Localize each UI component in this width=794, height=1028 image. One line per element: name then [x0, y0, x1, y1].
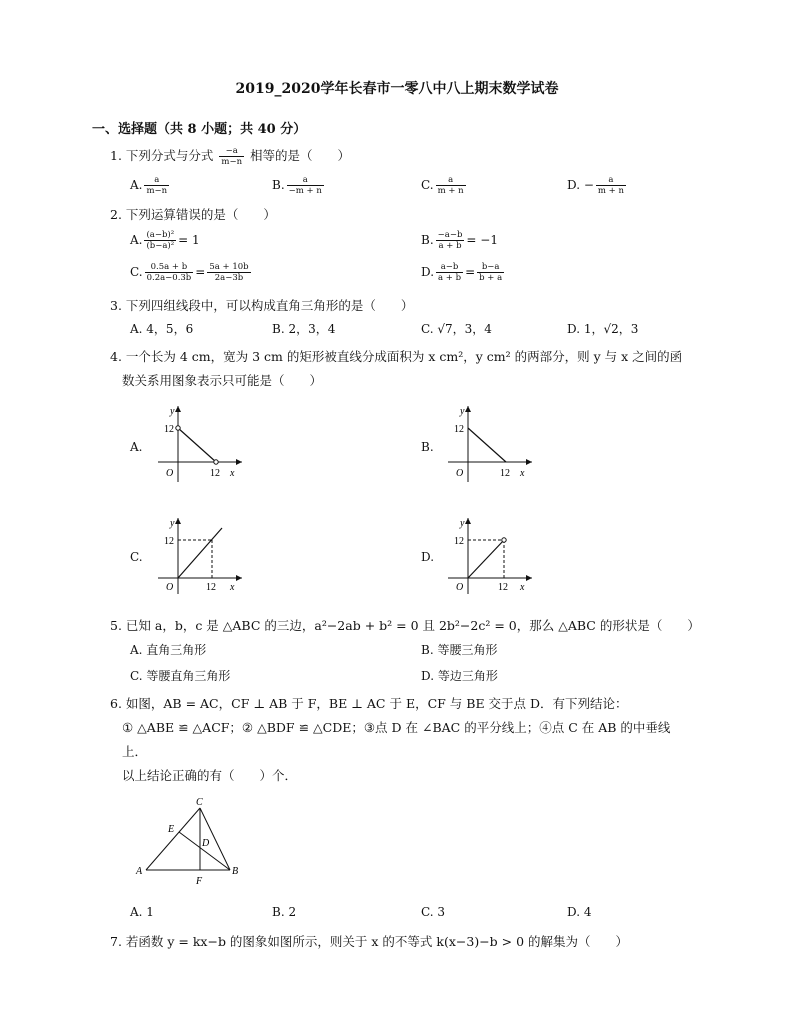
- q5-option-b[interactable]: B. 等腰三角形: [421, 643, 498, 657]
- q5-option-d[interactable]: D. 等边三角形: [421, 669, 498, 683]
- question-3-stem: 3. 下列四组线段中，可以构成直角三角形的是（ ）: [110, 298, 414, 313]
- fig-label-a: A: [136, 866, 143, 877]
- graph-origin: O: [456, 582, 464, 593]
- q2-option-b[interactable]: B. $\frac{-a-b}{a + b}$ = −1: [421, 230, 498, 251]
- graph-x-label: x: [230, 468, 235, 479]
- q4-graph-a: [150, 402, 250, 484]
- graph-y-tick: 12: [454, 536, 464, 547]
- q3-option-b[interactable]: B. 2，3，4: [272, 322, 336, 336]
- q4-graph-d: [440, 514, 540, 596]
- graph-y-label: y: [170, 406, 175, 417]
- question-2-stem: 2. 下列运算错误的是（ ）: [110, 207, 276, 222]
- fig-label-c: C: [196, 797, 203, 808]
- q4-graph-c: [150, 514, 250, 596]
- q4-option-d[interactable]: D.: [421, 550, 435, 564]
- question-6-line-1: 6. 如图，AB = AC，CF ⊥ AB 于 F，BE ⊥ AC 于 E，CF 与 BE 交于点 D．有下列结论：: [110, 696, 628, 711]
- q6-option-d[interactable]: D. 4: [567, 905, 592, 919]
- q6-option-c[interactable]: C. 3: [421, 905, 446, 919]
- question-7-stem: 7. 若函数 y = kx−b 的图象如图所示，则关于 x 的不等式 k(x−3)−b > 0 的解集为（ ）: [110, 934, 629, 949]
- q1-stem-fraction: $\frac{-a}{m-n}$: [221, 146, 243, 167]
- graph-origin: O: [166, 582, 174, 593]
- question-6-line-3: 上．: [122, 744, 148, 759]
- question-6-line-4: 以上结论正确的有（ ）个．: [122, 768, 298, 783]
- q4-option-a[interactable]: A.: [130, 440, 143, 454]
- q3-option-d[interactable]: D. 1，√2，3: [567, 322, 639, 336]
- q2-option-c[interactable]: C. $\frac{0.5a + b}{0.2a-0.3b}$ = $\frac{5a + 10b}{2a-3b}$: [130, 262, 249, 283]
- q3-option-a[interactable]: A. 4，5，6: [130, 322, 194, 336]
- graph-x-tick: 12: [498, 582, 508, 593]
- graph-x-tick: 12: [206, 582, 216, 593]
- q5-option-c[interactable]: C. 等腰直角三角形: [130, 669, 231, 683]
- graph-x-label: x: [520, 468, 525, 479]
- q2-option-a[interactable]: A. $\frac{\text{(a−b)²}}{\text{(b−a)²}}$ = 1: [130, 230, 200, 251]
- q4-option-b[interactable]: B.: [421, 440, 434, 454]
- q5-option-a[interactable]: A. 直角三角形: [130, 643, 207, 657]
- question-1-stem: 1. 下列分式与分式 $\frac{-a}{m-n}$ 相等的是（ ）: [110, 146, 351, 167]
- q1-option-c[interactable]: C. $\frac{a}{m + n}$: [421, 175, 464, 196]
- graph-origin: O: [166, 468, 174, 479]
- section-heading: 一、选择题（共 8 小题；共 40 分）: [92, 122, 307, 137]
- question-4-line-2: 数关系用图象表示只可能是（ ）: [122, 373, 323, 388]
- q4-option-c[interactable]: C.: [130, 550, 143, 564]
- graph-origin: O: [456, 468, 464, 479]
- graph-y-tick: 12: [454, 424, 464, 435]
- q6-option-b[interactable]: B. 2: [272, 905, 297, 919]
- graph-y-label: y: [170, 518, 175, 529]
- graph-x-tick: 12: [210, 468, 220, 479]
- fig-label-d: D: [202, 838, 210, 849]
- question-5-stem: 5. 已知 a，b，c 是 △ABC 的三边，a²−2ab + b² = 0 且 2b²−2c² = 0，那么 △ABC 的形状是（ ）: [110, 618, 700, 633]
- q1-option-b[interactable]: B. $\frac{a}{-m + n}$: [272, 175, 322, 196]
- q2-option-d[interactable]: D. $\frac{a-b}{a + b}$ = $\frac{b-a}{b + a}$: [421, 262, 503, 283]
- fig-label-f: F: [196, 876, 203, 887]
- graph-y-tick: 12: [164, 424, 174, 435]
- q1-option-d[interactable]: D. − $\frac{a}{m + n}$: [567, 175, 624, 196]
- question-6-line-2: ① △ABE ≌ △ACF；② △BDF ≌ △CDE；③点 D 在 ∠BAC 的平分线上；④点 C 在 AB 的中垂线: [122, 720, 671, 735]
- fig-label-e: E: [168, 824, 175, 835]
- graph-x-label: x: [520, 582, 525, 593]
- graph-y-label: y: [460, 406, 465, 417]
- exam-title: 2019_2020学年长春市一零八中八上期末数学试卷: [235, 81, 559, 97]
- question-4-line-1: 4. 一个长为 4 cm，宽为 3 cm 的矩形被直线分成面积为 x cm²，y cm² 的两部分，则 y 与 x 之间的函: [110, 349, 683, 364]
- q4-graph-b: [440, 402, 540, 484]
- graph-x-label: x: [230, 582, 235, 593]
- graph-y-label: y: [460, 518, 465, 529]
- fig-label-b: B: [232, 866, 239, 877]
- q6-option-a[interactable]: A. 1: [130, 905, 154, 919]
- q1-option-a[interactable]: A. $\frac{a}{m-n}$: [130, 175, 168, 196]
- graph-x-tick: 12: [500, 468, 510, 479]
- graph-y-tick: 12: [164, 536, 174, 547]
- q3-option-c[interactable]: C. √7，3，4: [421, 322, 492, 336]
- q6-triangle-figure: [130, 794, 250, 890]
